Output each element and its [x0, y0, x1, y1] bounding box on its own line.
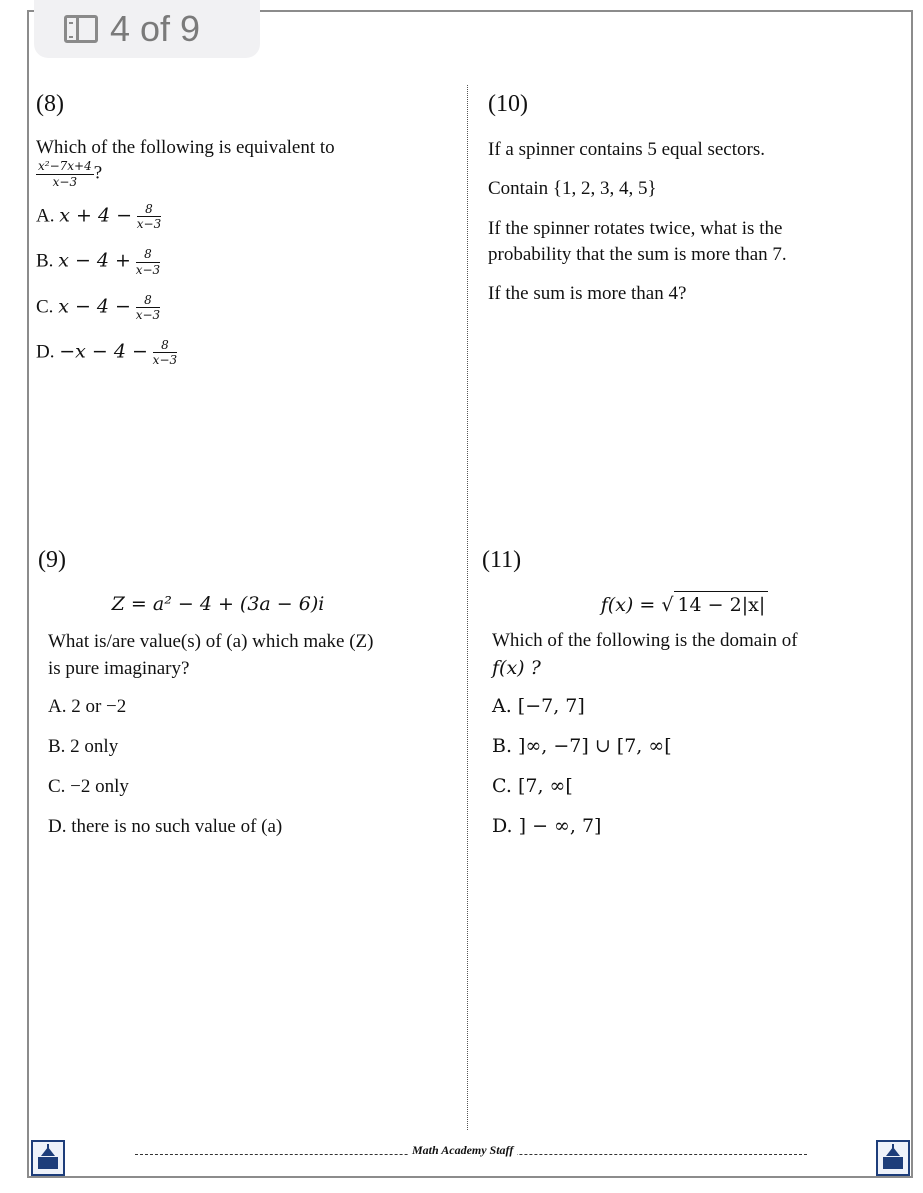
fraction-numerator: 8 [136, 293, 160, 308]
question-mark: ? [93, 162, 103, 184]
question-prompt: is pure imaginary? [48, 657, 190, 679]
fraction-numerator: 8 [153, 338, 177, 353]
fraction-numerator: x²−7x+4 [38, 159, 92, 174]
question-line: Contain {1, 2, 3, 4, 5} [488, 178, 657, 200]
option-a[interactable]: A. [−7, 7] [492, 694, 585, 717]
page-thumbnail-icon [64, 15, 98, 43]
question-number: (9) [38, 547, 66, 573]
question-number: (8) [36, 91, 64, 117]
option-label: C. [36, 296, 54, 318]
option-label: B. [36, 250, 54, 272]
option-fraction [136, 293, 160, 323]
page-indicator-label: 4 of 9 [110, 8, 201, 49]
question-prompt: Which of the following is the domain of [492, 630, 798, 652]
question-9 [38, 544, 458, 841]
option-expression: −x − 4 − [59, 340, 148, 363]
question-expression [36, 159, 456, 189]
fraction-denominator: x−3 [52, 174, 78, 189]
fraction-denominator: x−3 [136, 217, 162, 232]
question-prompt: Which of the following is equivalent to [36, 137, 335, 159]
academy-logo-icon [31, 1140, 65, 1176]
expression-fraction [36, 159, 94, 189]
option-c[interactable]: C. [7, ∞[ [492, 775, 573, 798]
option-b[interactable] [36, 247, 456, 277]
question-prompt: f(x) ? [492, 656, 541, 679]
question-equation: Z = a² − 4 + (3a − 6)i [111, 593, 325, 616]
option-d[interactable]: D. there is no such value of (a) [48, 816, 283, 838]
option-d[interactable]: D. ] − ∞, 7] [492, 815, 602, 838]
question-line: If the spinner rotates twice, what is the [488, 217, 783, 239]
equation-left: f(x) = [600, 594, 656, 617]
fraction-numerator: 8 [137, 202, 161, 217]
option-label: D. [36, 341, 55, 363]
option-c[interactable]: C. −2 only [48, 776, 129, 798]
option-c[interactable] [36, 293, 456, 323]
academy-logo-icon [876, 1140, 910, 1176]
fraction-denominator: x−3 [152, 353, 178, 368]
page-indicator[interactable] [34, 0, 260, 58]
option-b[interactable]: B. ]∞, −7] ∪ [7, ∞[ [492, 734, 672, 757]
option-fraction [137, 202, 161, 232]
fraction-numerator: 8 [136, 247, 160, 262]
question-number: (10) [488, 91, 528, 117]
equation-radicand: 14 − 2|x| [674, 591, 768, 618]
question-10 [488, 88, 893, 307]
option-b[interactable]: B. 2 only [48, 735, 119, 757]
option-expression: x − 4 + [58, 249, 131, 272]
option-fraction [153, 338, 177, 368]
footer-signature: Math Academy Staff [408, 1143, 517, 1158]
option-label: A. [36, 205, 55, 227]
question-equation [482, 591, 897, 618]
column-divider [467, 85, 468, 1130]
option-expression: x + 4 − [59, 204, 132, 227]
option-fraction [136, 247, 160, 277]
fraction-denominator: x−3 [135, 307, 161, 322]
question-line: If the sum is more than 4? [488, 282, 687, 304]
option-a[interactable]: A. 2 or −2 [48, 695, 127, 717]
question-number: (11) [482, 547, 522, 573]
question-line: probability that the sum is more than 7. [488, 243, 787, 265]
option-a[interactable] [36, 202, 456, 232]
question-8 [36, 88, 456, 368]
question-prompt: What is/are value(s) of (a) which make (Z) [48, 631, 374, 653]
question-line: If a spinner contains 5 equal sectors. [488, 139, 765, 161]
fraction-denominator: x−3 [135, 262, 161, 277]
sqrt-symbol: √ [661, 594, 674, 617]
option-expression: x − 4 − [58, 295, 131, 318]
option-d[interactable] [36, 338, 456, 368]
question-11 [482, 544, 897, 840]
